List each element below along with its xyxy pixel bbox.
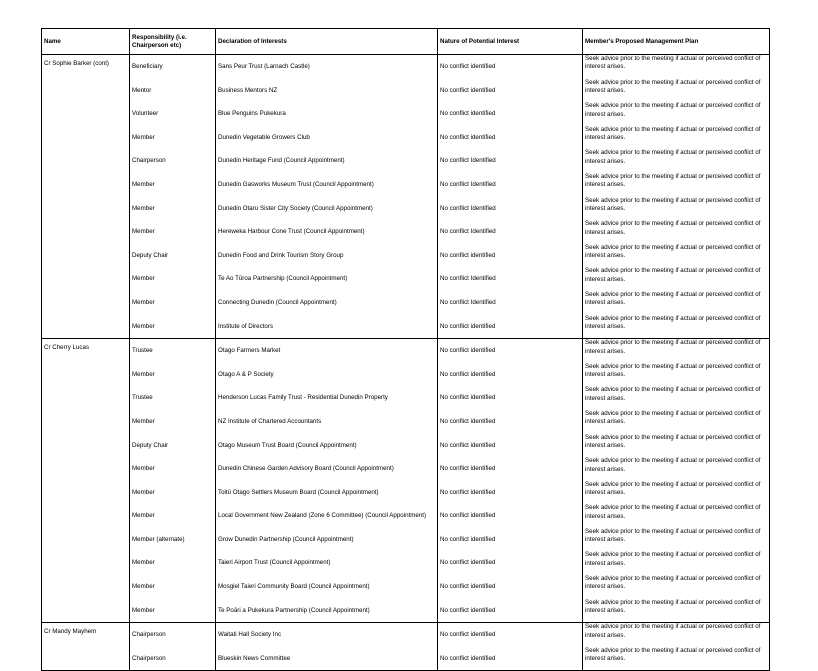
table-row xyxy=(42,647,770,671)
member-name-cell xyxy=(42,599,130,623)
nature-cell: No conflict identified xyxy=(438,386,583,410)
management-plan-cell: Seek advice prior to the meeting if actual or perceived conflict of interest arises. xyxy=(583,528,770,552)
management-plan-cell: Seek advice prior to the meeting if actual or perceived conflict of interest arises. xyxy=(583,504,770,528)
declaration-cell: Dunedin Gasworks Museum Trust (Council Appointment) xyxy=(216,173,438,197)
member-name-cell xyxy=(42,126,130,150)
table-row xyxy=(42,197,770,221)
nature-cell: No conflict identified xyxy=(438,434,583,458)
declaration-cell: Toitū Otago Settlers Museum Board (Council Appointment) xyxy=(216,481,438,505)
management-plan-cell: Seek advice prior to the meeting if actual or perceived conflict of interest arises. xyxy=(583,220,770,244)
management-plan-cell: Seek advice prior to the meeting if actual or perceived conflict of interest arises. xyxy=(583,457,770,481)
management-plan-cell: Seek advice prior to the meeting if actual or perceived conflict of interest arises. xyxy=(583,79,770,103)
nature-cell: No conflict identified xyxy=(438,102,583,126)
member-name-cell xyxy=(42,363,130,387)
table-row xyxy=(42,528,770,552)
header-nature: Nature of Potential Interest xyxy=(438,29,583,55)
responsibility-cell: Chairperson xyxy=(130,623,216,647)
table-row xyxy=(42,173,770,197)
table-row xyxy=(42,149,770,173)
table-row xyxy=(42,623,770,647)
nature-cell: No conflict identified xyxy=(438,551,583,575)
member-name-cell xyxy=(42,575,130,599)
table-row xyxy=(42,79,770,103)
declaration-cell: Te Poāri a Pukekura Partnership (Council Appointment) xyxy=(216,599,438,623)
declaration-cell: Otago Farmers Market xyxy=(216,339,438,363)
responsibility-cell: Beneficiary xyxy=(130,55,216,79)
nature-cell: No conflict identified xyxy=(438,623,583,647)
declaration-cell: Dunedin Chinese Garden Advisory Board (Council Appointment) xyxy=(216,457,438,481)
member-name-cell xyxy=(42,197,130,221)
table-row xyxy=(42,315,770,339)
table-row xyxy=(42,244,770,268)
declaration-cell: Otago Museum Trust Board (Council Appointment) xyxy=(216,434,438,458)
responsibility-cell: Deputy Chair xyxy=(130,244,216,268)
nature-cell: No conflict identified xyxy=(438,79,583,103)
declaration-cell: Mosgiel Taieri Community Board (Council Appointment) xyxy=(216,575,438,599)
header-name: Name xyxy=(42,29,130,55)
declaration-cell: Dunedin Vegetable Growers Club xyxy=(216,126,438,150)
member-name-cell xyxy=(42,102,130,126)
declaration-cell: Connecting Dunedin (Council Appointment) xyxy=(216,291,438,315)
nature-cell: No conflict identified xyxy=(438,528,583,552)
nature-cell: No conflict identified xyxy=(438,339,583,363)
management-plan-cell: Seek advice prior to the meeting if actual or perceived conflict of interest arises. xyxy=(583,244,770,268)
management-plan-cell: Seek advice prior to the meeting if actual or perceived conflict of interest arises. xyxy=(583,599,770,623)
nature-cell: No conflict Identified xyxy=(438,197,583,221)
responsibility-cell: Mentor xyxy=(130,79,216,103)
member-name-cell: Cr Cherry Lucas xyxy=(42,339,130,363)
declaration-cell: Blue Penguins Pukekura xyxy=(216,102,438,126)
declaration-cell: Dunedin Otaru Sister City Society (Council Appointment) xyxy=(216,197,438,221)
responsibility-cell: Member xyxy=(130,363,216,387)
responsibility-cell: Member xyxy=(130,291,216,315)
member-name-cell xyxy=(42,647,130,671)
responsibility-cell: Member xyxy=(130,267,216,291)
management-plan-cell: Seek advice prior to the meeting if actual or perceived conflict of interest arises. xyxy=(583,386,770,410)
responsibility-cell: Chairperson xyxy=(130,647,216,671)
management-plan-cell: Seek advice prior to the meeting if actual or perceived conflict of interest arises. xyxy=(583,149,770,173)
declaration-cell: Dunedin Heritage Fund (Council Appointment) xyxy=(216,149,438,173)
member-name-cell xyxy=(42,149,130,173)
declaration-cell: Dunedin Food and Drink Tourism Story Group xyxy=(216,244,438,268)
declaration-cell: Hereweka Harbour Cone Trust (Council Appointment) xyxy=(216,220,438,244)
member-name-cell xyxy=(42,220,130,244)
responsibility-cell: Member xyxy=(130,410,216,434)
nature-cell: No conflict Identified xyxy=(438,173,583,197)
header-declaration: Declaration of Interests xyxy=(216,29,438,55)
responsibility-cell: Member xyxy=(130,504,216,528)
management-plan-cell: Seek advice prior to the meeting if actual or perceived conflict of interest arises. xyxy=(583,267,770,291)
declaration-cell: Te Ao Tūroa Partnership (Council Appointment) xyxy=(216,267,438,291)
member-name-cell xyxy=(42,79,130,103)
table-row xyxy=(42,102,770,126)
responsibility-cell: Trustee xyxy=(130,339,216,363)
nature-cell: No conflict Identified xyxy=(438,149,583,173)
nature-cell: No conflict identified xyxy=(438,575,583,599)
table-row xyxy=(42,220,770,244)
member-name-cell xyxy=(42,267,130,291)
management-plan-cell: Seek advice prior to the meeting if actual or perceived conflict of interest arises. xyxy=(583,102,770,126)
management-plan-cell: Seek advice prior to the meeting if actual or perceived conflict of interest arises. xyxy=(583,623,770,647)
table-row xyxy=(42,457,770,481)
responsibility-cell: Trustee xyxy=(130,386,216,410)
responsibility-cell: Member xyxy=(130,220,216,244)
management-plan-cell: Seek advice prior to the meeting if actual or perceived conflict of interest arises. xyxy=(583,55,770,79)
management-plan-cell: Seek advice prior to the meeting if actual or perceived conflict of interest arises. xyxy=(583,481,770,505)
nature-cell: No conflict identified xyxy=(438,599,583,623)
management-plan-cell: Seek advice prior to the meeting if actual or perceived conflict of interest arises. xyxy=(583,173,770,197)
management-plan-cell: Seek advice prior to the meeting if actual or perceived conflict of interest arises. xyxy=(583,410,770,434)
table-row xyxy=(42,55,770,79)
management-plan-cell: Seek advice prior to the meeting if actual or perceived conflict of interest arises. xyxy=(583,551,770,575)
member-name-cell: Cr Mandy Mayhem xyxy=(42,623,130,647)
member-name-cell xyxy=(42,173,130,197)
member-name-cell xyxy=(42,481,130,505)
responsibility-cell: Member xyxy=(130,457,216,481)
member-name-cell xyxy=(42,315,130,339)
member-name-cell xyxy=(42,551,130,575)
interests-table xyxy=(41,28,770,671)
header-plan: Member's Proposed Management Plan xyxy=(583,29,770,55)
declaration-cell: Grow Dunedin Partnership (Council Appointment) xyxy=(216,528,438,552)
declaration-cell: Local Government New Zealand (Zone 6 Committee) (Council Appointment) xyxy=(216,504,438,528)
responsibility-cell: Member xyxy=(130,599,216,623)
table-header-row xyxy=(42,29,770,55)
nature-cell: No conflict identified xyxy=(438,457,583,481)
management-plan-cell: Seek advice prior to the meeting if actual or perceived conflict of interest arises. xyxy=(583,126,770,150)
nature-cell: No conflict Identified xyxy=(438,291,583,315)
nature-cell: No conflict identified xyxy=(438,504,583,528)
management-plan-cell: Seek advice prior to the meeting if actual or perceived conflict of interest arises. xyxy=(583,575,770,599)
nature-cell: No conflict identified xyxy=(438,481,583,505)
member-name-cell xyxy=(42,434,130,458)
table-row xyxy=(42,386,770,410)
declaration-cell: NZ Institute of Chartered Accountants xyxy=(216,410,438,434)
table-row xyxy=(42,504,770,528)
member-name-cell xyxy=(42,386,130,410)
nature-cell: No conflict identified xyxy=(438,244,583,268)
member-name-cell: Cr Sophie Barker (cont) xyxy=(42,55,130,79)
responsibility-cell: Member xyxy=(130,315,216,339)
responsibility-cell: Member xyxy=(130,173,216,197)
responsibility-cell: Member xyxy=(130,481,216,505)
member-name-cell xyxy=(42,291,130,315)
table-row xyxy=(42,410,770,434)
table-row xyxy=(42,481,770,505)
responsibility-cell: Chairperson xyxy=(130,149,216,173)
nature-cell: No conflict Identified xyxy=(438,267,583,291)
responsibility-cell: Member xyxy=(130,126,216,150)
nature-cell: No conflict Identified xyxy=(438,220,583,244)
member-name-cell xyxy=(42,528,130,552)
nature-cell: No conflict identified xyxy=(438,647,583,671)
responsibility-cell: Member xyxy=(130,575,216,599)
table-row xyxy=(42,599,770,623)
table-row xyxy=(42,339,770,363)
member-name-cell xyxy=(42,410,130,434)
nature-cell: No conflict identified xyxy=(438,410,583,434)
member-name-cell xyxy=(42,504,130,528)
nature-cell: No conflict identified xyxy=(438,126,583,150)
declaration-cell: Institute of Directors xyxy=(216,315,438,339)
table-row xyxy=(42,551,770,575)
table-row xyxy=(42,575,770,599)
management-plan-cell: Seek advice prior to the meeting if actual or perceived conflict of interest arises. xyxy=(583,315,770,339)
nature-cell: No conflict identified xyxy=(438,363,583,387)
nature-cell: No conflict identified xyxy=(438,55,583,79)
management-plan-cell: Seek advice prior to the meeting if actual or perceived conflict of interest arises. xyxy=(583,291,770,315)
table-row xyxy=(42,434,770,458)
table-row xyxy=(42,267,770,291)
responsibility-cell: Volunteer xyxy=(130,102,216,126)
table-body xyxy=(42,55,770,671)
declaration-cell: Sans Peur Trust (Larnach Castle) xyxy=(216,55,438,79)
table-row xyxy=(42,291,770,315)
table-row xyxy=(42,126,770,150)
header-responsibility: Responsibility (i.e. Chairperson etc) xyxy=(130,29,216,55)
responsibility-cell: Member xyxy=(130,551,216,575)
responsibility-cell: Member (alternate) xyxy=(130,528,216,552)
declaration-cell: Taieri Airport Trust (Council Appointment) xyxy=(216,551,438,575)
member-name-cell xyxy=(42,244,130,268)
interests-register-page xyxy=(41,28,769,671)
management-plan-cell: Seek advice prior to the meeting if actual or perceived conflict of interest arises. xyxy=(583,434,770,458)
declaration-cell: Otago A & P Society xyxy=(216,363,438,387)
management-plan-cell: Seek advice prior to the meeting if actual or perceived conflict of interest arises. xyxy=(583,339,770,363)
management-plan-cell: Seek advice prior to the meeting if actual or perceived conflict of interest arises. xyxy=(583,197,770,221)
responsibility-cell: Deputy Chair xyxy=(130,434,216,458)
table-row xyxy=(42,363,770,387)
declaration-cell: Blueskin News Committee xyxy=(216,647,438,671)
responsibility-cell: Member xyxy=(130,197,216,221)
management-plan-cell: Seek advice prior to the meeting if actual or perceived conflict of interest arises. xyxy=(583,647,770,671)
declaration-cell: Henderson Lucas Family Trust - Residential Dunedin Property xyxy=(216,386,438,410)
declaration-cell: Waitati Hall Society Inc xyxy=(216,623,438,647)
management-plan-cell: Seek advice prior to the meeting if actual or perceived conflict of interest arises. xyxy=(583,363,770,387)
nature-cell: No conflict identified xyxy=(438,315,583,339)
member-name-cell xyxy=(42,457,130,481)
declaration-cell: Business Mentors NZ xyxy=(216,79,438,103)
